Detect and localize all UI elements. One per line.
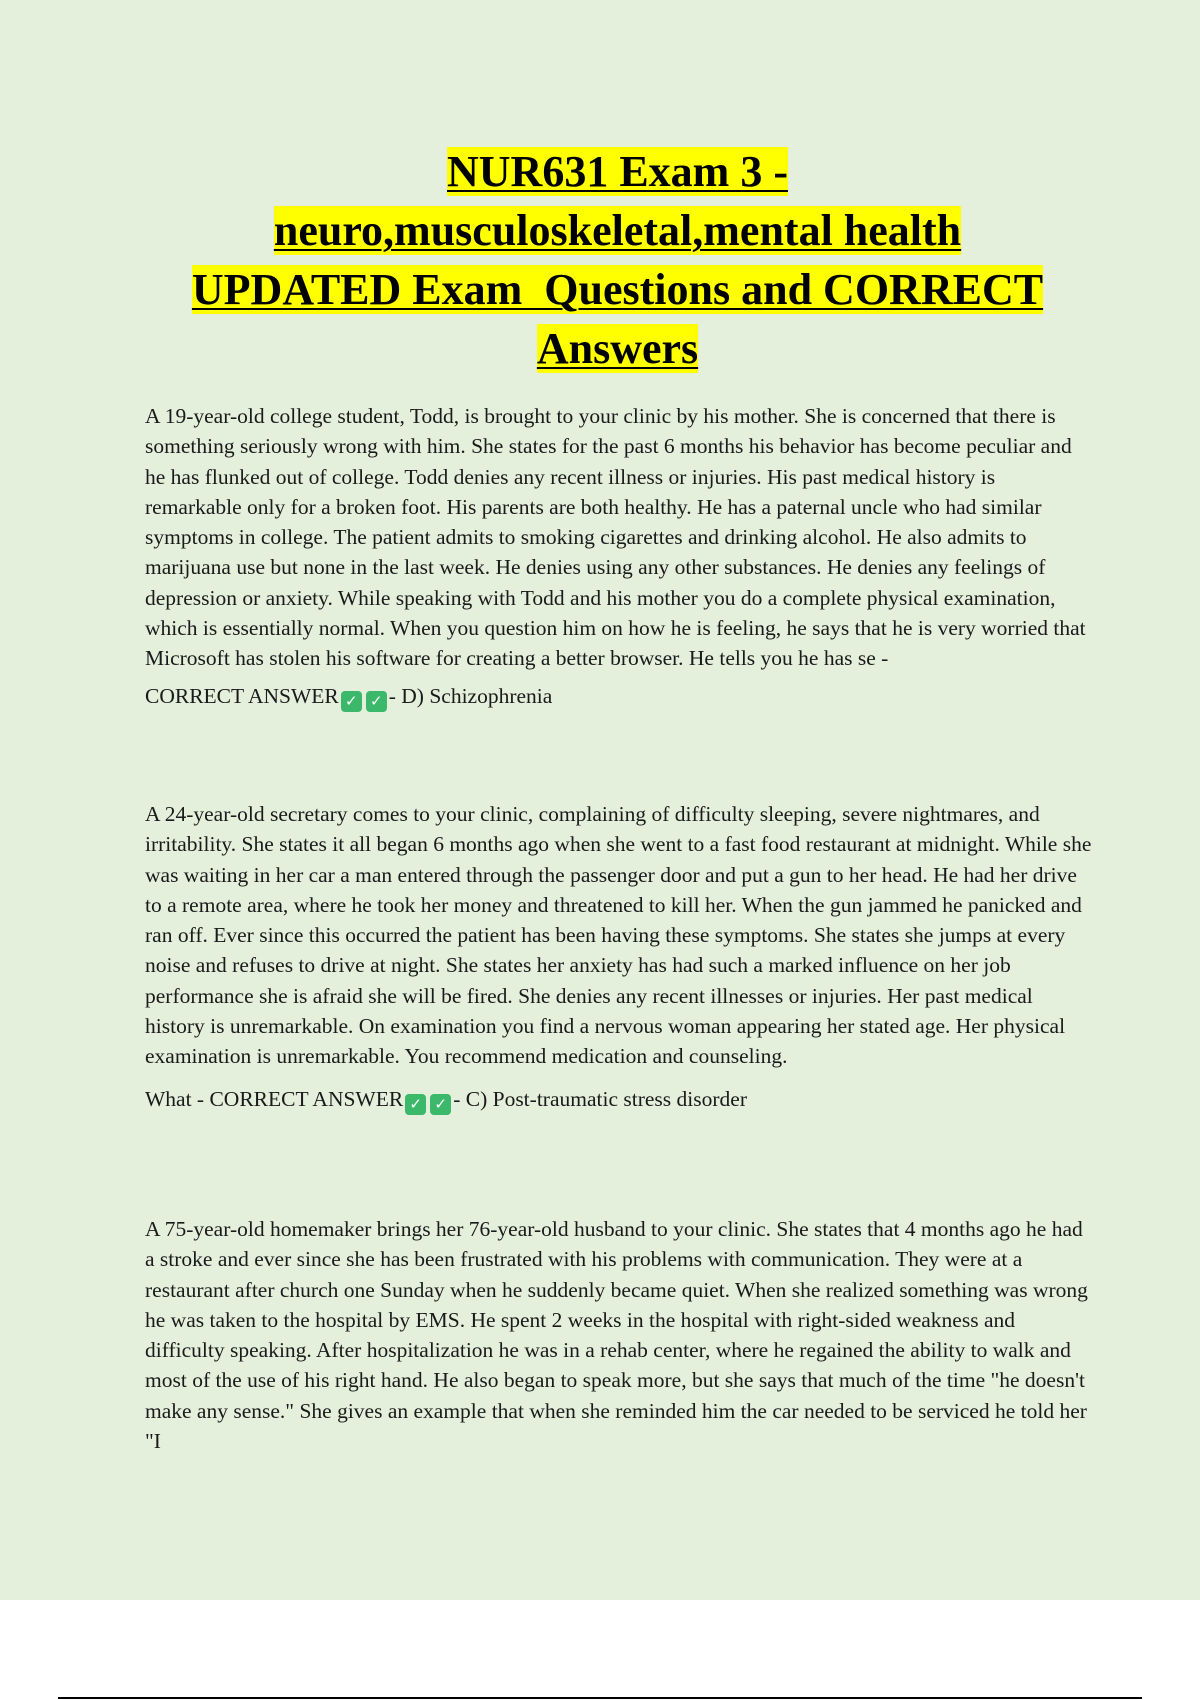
- title-line-2: neuro,musculoskeletal,mental health: [273, 206, 962, 255]
- checkmark-icon: ✓: [405, 1094, 426, 1115]
- title-line-3: UPDATED Exam Questions and CORRECT: [191, 265, 1044, 314]
- question-2-answer: - C) Post-traumatic stress disorder: [453, 1086, 747, 1111]
- question-1-answer-line: [145, 681, 1095, 712]
- checkmark-icon: ✓: [366, 691, 387, 712]
- question-3-text: A 75-year-old homemaker brings her 76-year-old husband to your clinic. She states that 4 months ago he had a stroke and ever since she has been frustrated with his problems with communication. They were at a restaurant after church one Sunday when he suddenly became quiet. When she realized something was wrong he was taken to the hospital by EMS. He spent 2 weeks in the hospital with right-sided weakness and difficulty speaking. After hospitalization he was in a rehab center, where he regained the ability to walk and most of the use of his right hand. He also began to speak more, but she says that much of the time "he doesn't make any sense." She gives an example that when she reminded him the car needed to be serviced he told her "I: [145, 1217, 1088, 1454]
- checkmark-icon: ✓: [430, 1094, 451, 1115]
- question-2-answer-line: [145, 1084, 1095, 1115]
- page-divider: [58, 1697, 1142, 1699]
- checkmark-icon: ✓: [341, 691, 362, 712]
- question-2-text: A 24-year-old secretary comes to your clinic, complaining of difficulty sleeping, severe nightmares, and irritability. She states it all began 6 months ago when she went to a fast food restaurant at midnight. While she was waiting in her car a man entered through the passenger door and put a gun to her head. He had her drive to a remote area, where he took her money and threatened to kill her. When the gun jammed he panicked and ran off. Ever since this occurred the patient has been having these symptoms. She states she jumps at every noise and refuses to drive at night. She states her anxiety has had such a marked influence on her job performance she is afraid she will be fired. She denies any recent illnesses or injuries. Her past medical history is unremarkable. On examination you find a nervous woman appearing her stated age. Her physical examination is unremarkable. You recommend medication and counseling.: [145, 802, 1092, 1069]
- question-1-answer-prefix: CORRECT ANSWER: [145, 683, 339, 708]
- title-line-1: NUR631 Exam 3 -: [447, 147, 788, 196]
- question-1: [145, 401, 1095, 712]
- question-2: [145, 799, 1095, 1115]
- question-1-answer: - D) Schizophrenia: [388, 683, 553, 708]
- question-2-answer-prefix: What - CORRECT ANSWER: [145, 1086, 404, 1111]
- document-title: [140, 142, 1095, 378]
- question-1-text: A 19-year-old college student, Todd, is brought to your clinic by his mother. She is concerned that there is something seriously wrong with him. She states for the past 6 months his behavior has become peculiar and he has flunked out of college. Todd denies any recent illness or injuries. His past medical history is remarkable only for a broken foot. His parents are both healthy. He has a paternal uncle who had similar symptoms in college. The patient admits to smoking cigarettes and drinking alcohol. He also admits to marijuana use but none in the last week. He denies using any other substances. He denies any feelings of depression or anxiety. While speaking with Todd and his mother you do a complete physical examination, which is essentially normal. When you question him on how he is feeling, he says that he is very worried that Microsoft has stolen his software for creating a better browser. He tells you he has se -: [145, 404, 1086, 671]
- title-line-4: Answers: [536, 324, 699, 373]
- question-3: [145, 1214, 1095, 1456]
